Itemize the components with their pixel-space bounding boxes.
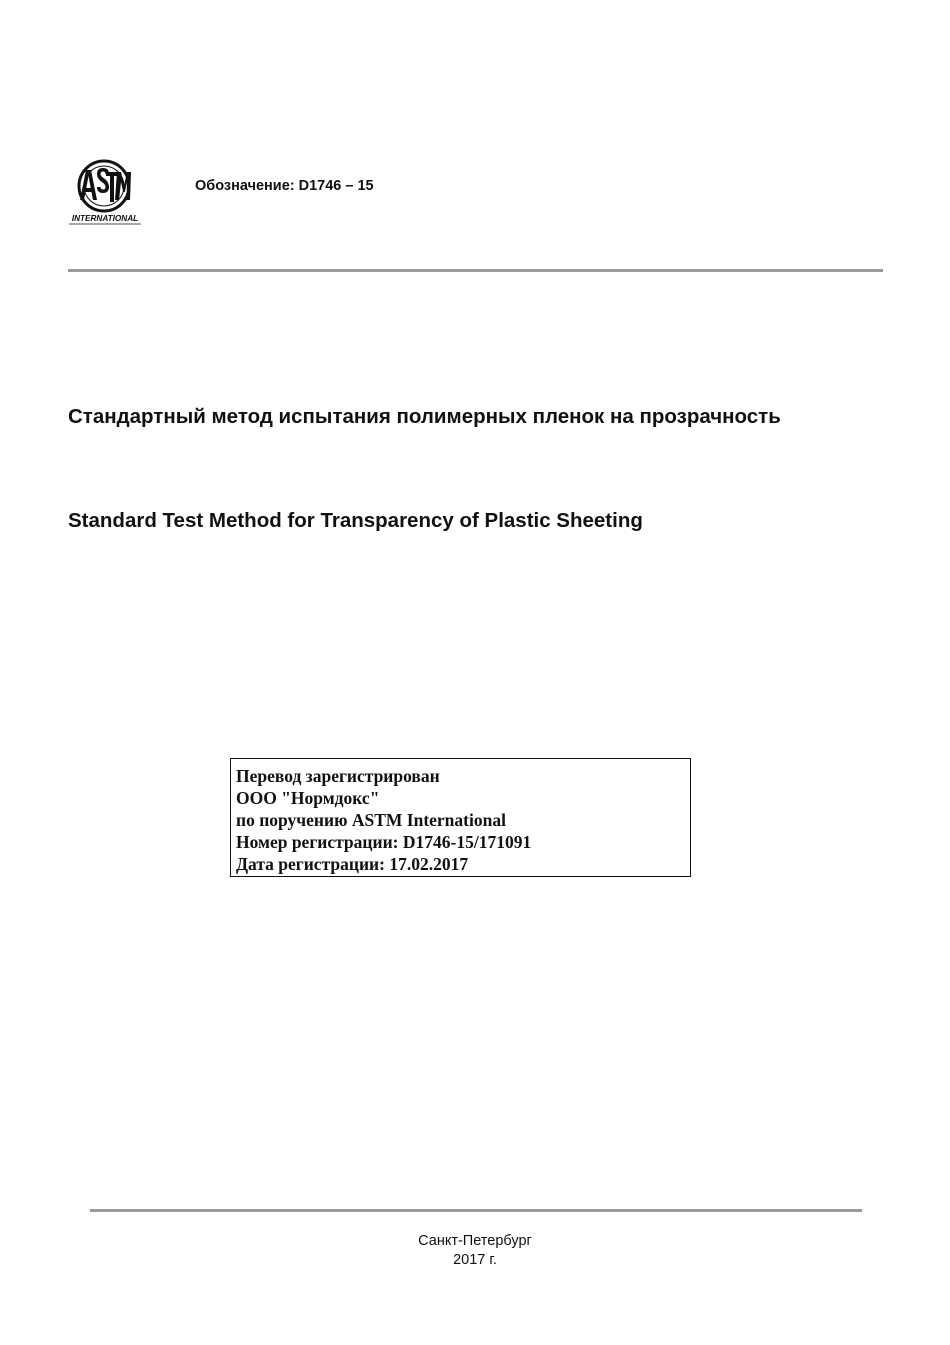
astm-logo: [66, 158, 144, 228]
logo-subtitle: INTERNATIONAL: [71, 214, 139, 223]
registration-line: Дата регистрации: 17.02.2017: [236, 854, 469, 874]
title-russian: Стандартный метод испытания полимерных пленок на прозрачность: [68, 405, 781, 428]
registration-line: Перевод зарегистрирован: [236, 766, 440, 786]
footer-city: Санкт-Петербург: [418, 1233, 532, 1249]
registration-line: ООО "Нормдокс": [236, 788, 380, 808]
registration-line: по поручению ASTM International: [236, 810, 506, 830]
designation-label: Обозначение: D1746 – 15: [195, 178, 374, 194]
top-divider: [68, 269, 883, 272]
registration-line: Номер регистрации: D1746-15/171091: [236, 832, 532, 852]
footer: [0, 1232, 950, 1270]
registration-box: [230, 758, 691, 877]
bottom-divider: [90, 1209, 862, 1212]
footer-year: 2017 г.: [453, 1252, 497, 1268]
title-english: Standard Test Method for Transparency of Plastic Sheeting: [68, 509, 643, 532]
